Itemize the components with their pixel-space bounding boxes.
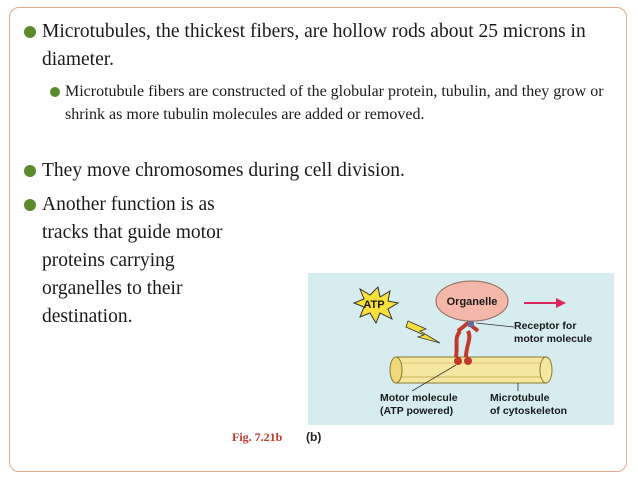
- bullet-text: Another function is as tracks that guide motor proteins carrying organelles to their destination.: [42, 194, 223, 327]
- receptor-label-1: Receptor for: [514, 320, 577, 332]
- microtubule-label-2: of cytoskeleton: [490, 405, 568, 417]
- motor-protein-figure: [308, 273, 614, 425]
- bullet-microtubules: [24, 18, 604, 74]
- bullet-tracks: [24, 191, 244, 331]
- bullet-icon: [24, 199, 36, 211]
- bullet-text: They move chromosomes during cell division.: [42, 160, 405, 181]
- figure-caption: Fig. 7.21b: [232, 430, 283, 444]
- figure-panel-label: (b): [306, 430, 322, 444]
- motor-label-1: Motor molecule: [380, 392, 458, 404]
- receptor-label-2: motor molecule: [514, 333, 593, 345]
- atp-label: ATP: [363, 299, 385, 311]
- bullet-icon: [50, 87, 60, 97]
- arrowhead-icon: [556, 298, 566, 308]
- organelle-label: Organelle: [446, 296, 498, 308]
- bullet-icon: [24, 165, 36, 177]
- lightning-icon: [406, 321, 440, 343]
- motor-label-2: (ATP powered): [380, 405, 454, 417]
- sub-bullet-tubulin: [50, 80, 605, 126]
- bullet-text: Microtubules, the thickest fibers, are hollow rods about 25 microns in diameter.: [42, 21, 586, 70]
- bullet-chromosomes: [24, 157, 604, 185]
- bullet-icon: [24, 26, 36, 38]
- microtubule-label-1: Microtubule: [490, 392, 550, 404]
- bullet-text: Microtubule fibers are constructed of the globular protein, tubulin, and they grow or shrink as more tubulin molecules are added or removed.: [65, 83, 604, 123]
